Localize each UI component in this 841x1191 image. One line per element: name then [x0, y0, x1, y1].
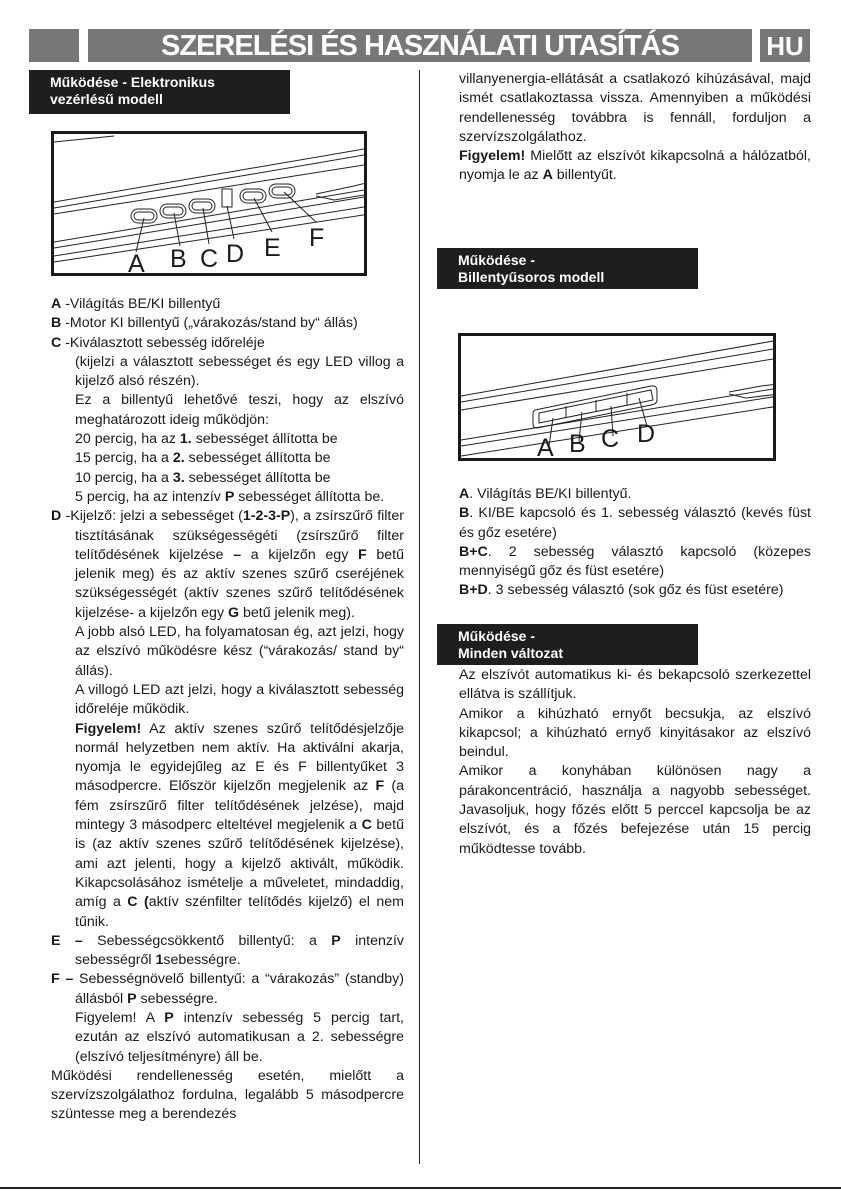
kb-key-bd: B+D: [459, 582, 488, 599]
diagram2-label-d: D: [637, 420, 656, 448]
timer-line-4: [51, 488, 404, 507]
electronic-control-diagram: [51, 131, 367, 276]
kb-item-bd: [459, 581, 811, 600]
rw3: A: [542, 167, 553, 184]
e5: sebességre.: [163, 952, 241, 969]
f2: P: [127, 990, 137, 1007]
item-b: [51, 314, 404, 333]
page-title: SZERELÉSI ÉS HASZNÁLATI UTASÍTÁS: [88, 29, 752, 62]
t2c: sebességet állította be: [184, 450, 331, 467]
language-badge: HU: [760, 29, 810, 62]
t3c: sebességet állította be: [184, 469, 331, 486]
d7: betű jelenik meg) és az aktív szenes szűrő cseréjének szükségességét (aktív szenes szűrő telítődésének kijelzése- a kijelzőn egy: [75, 546, 404, 621]
rw2: Mielőtt az elszívót kikapcsolná a hálózatból, nyomja le az: [459, 148, 811, 184]
section-title-electronic: [29, 70, 290, 114]
fp1b: P: [164, 1009, 174, 1026]
column-divider: [419, 70, 420, 1164]
t2a: 15 percig, ha a: [75, 450, 173, 467]
section3-title-line1: Működése -: [458, 628, 536, 644]
d4: –: [233, 546, 242, 563]
item-a-text: -Világítás BE/KI billentyű: [61, 296, 221, 312]
kb-a-text: . Világítás BE/KI billentyű.: [469, 486, 632, 502]
item-f: [51, 970, 404, 1009]
t2b: 2.: [172, 450, 185, 467]
timer-line-3: [51, 469, 404, 488]
timer-line-1: [51, 430, 404, 449]
d3: ), a zsírszűrő filter tisztításának szükségességéti (zsírszűrő filter telítődésének kijelzése: [75, 508, 404, 563]
fp1a: Figyelem! A: [75, 1009, 165, 1026]
w3: F: [375, 778, 385, 795]
rw4: billentyűt.: [552, 167, 617, 184]
diagram2-label-b: B: [569, 430, 586, 458]
d5: a kijelzőn egy: [241, 546, 358, 563]
kb-bc-text: . 2 sebesség választó kapcsoló (közepes mennyiségű gőz és füst esetére): [459, 543, 811, 580]
keyboard-panel-drawing: [461, 336, 776, 461]
f1: Sebességnövelő billentyű: a “várakozás” (standby) állásból: [73, 971, 404, 1007]
e2: P: [331, 932, 341, 949]
timer-line-2: [51, 449, 404, 468]
d8: G: [227, 604, 240, 621]
auto-switch-text: Az elszívót automatikus ki- és bekapcsoló szerkezettel ellátva is szállítjuk.: [459, 667, 811, 703]
w6: betű is (az aktív szenes szűrő telítődésének kijelzése), ami azt jelenti, hogy a kijelző aktivált, működik. Kikapcsolásához ismételje a műveletet, mindaddig, amíg a: [75, 817, 404, 911]
w7: C (: [127, 894, 149, 911]
keyboard-model-description: [459, 485, 811, 601]
w2: Az aktív szenes szűrő telítődésjelzője normál helyzetben nem aktív. Ha aktiválni akarja, nyomja le egyidejűleg az E és F billentyűket 3 másodpercre. Először kijelzőn megjelenik az: [75, 720, 404, 795]
kb-key-bc: B+C: [459, 543, 488, 560]
kb-item-b: [459, 504, 811, 543]
d6: F: [358, 546, 367, 563]
e4: 1: [155, 952, 164, 969]
diagram1-label-f: F: [309, 224, 325, 252]
section-title-keyboard: [437, 248, 698, 289]
t1c: sebességet állította be: [191, 431, 338, 448]
continuation-text: villanyenergia-ellátását a csatlakozó kihúzásával, majd ismét csatlakoztassa vissza. Amennyiben a működési rendellenesség továbbra is fennáll, forduljon a szervízszolgálathoz.: [459, 71, 811, 145]
w1: Figyelem!: [75, 720, 142, 737]
disconnect-warning: [459, 147, 811, 186]
section2-title-line1: Működése -: [458, 252, 536, 268]
w5: C: [361, 817, 372, 834]
item-c: [51, 334, 404, 353]
t1a: 20 percig, ha az: [75, 431, 180, 448]
kb-key-a: A: [459, 486, 470, 502]
diagram1-label-a: A: [128, 250, 145, 278]
key-a: A: [51, 296, 62, 312]
bottom-rule: [0, 1187, 841, 1189]
kb-bd-text: . 3 sebesség választó (sok gőz és füst esetére): [487, 582, 784, 599]
item-c-text: -Kiválasztott sebesség időreléje: [61, 334, 265, 351]
kb-item-bc: [459, 543, 811, 582]
f3: sebességre.: [136, 990, 218, 1007]
section-title-all-variants: [437, 624, 698, 665]
key-f: F –: [51, 971, 74, 988]
w8: aktív szénfilter telítődés kijelző) el nem tűnik.: [75, 894, 404, 930]
t4b: P: [224, 488, 235, 505]
key-e: E –: [51, 932, 83, 949]
t4a: 5 percig, ha az intenzív: [75, 488, 225, 505]
item-a: [51, 295, 404, 314]
diagram1-label-c: C: [200, 245, 219, 273]
diagram1-label-e: E: [264, 234, 281, 262]
header-square: [29, 29, 79, 62]
item-e: [51, 932, 404, 971]
item-c-para1: (kijelzi a választott sebességet és egy LED villog a kijelző alsó részén).: [75, 353, 404, 390]
item-c-para2: Ez a billentyű lehetővé teszi, hogy az elszívó meghatározott ideig működjön:: [75, 392, 404, 428]
item-b-text: -Motor KI billentyű („várakozás/stand by“ állás): [61, 315, 358, 332]
right-continuation: [459, 70, 811, 186]
section2-title-line2: Billentyűsoros modell: [458, 269, 605, 285]
all-variants-description: [459, 666, 811, 859]
malfunction-text: Működési rendellenesség esetén, mielőtt a szervízszolgálathoz fordulna, legalább 5 másodpercre szüntesse meg a berendezés: [51, 1067, 404, 1123]
diagram1-label-b: B: [170, 245, 187, 273]
key-d: D: [51, 508, 62, 525]
d9: betű jelenik meg).: [239, 604, 355, 621]
item-d-warning: [51, 720, 404, 932]
key-b: B: [51, 315, 62, 332]
rw1: Figyelem!: [459, 148, 526, 165]
kb-key-b: B: [459, 505, 470, 522]
d2: 1-2-3-P: [242, 508, 291, 525]
fp1c: intenzív sebesség 5 percig tart, ezután az elszívó automatikusan a 2. sebességre (elszívó teljesítményre) áll be.: [75, 1009, 404, 1065]
item-f-warning: [51, 1009, 404, 1067]
screen-text: Amikor a kihúzható ernyőt becsukja, az elszívó kikapcsol; a kihúzható ernyő kinyitásakor az elszívó beindul.: [459, 705, 811, 761]
e1: Sebességcsökkentő billentyű: a: [82, 932, 332, 949]
kb-b-text: . KI/BE kapcsoló és 1. sebesség választó (kevés füst és gőz esetére): [459, 505, 811, 541]
speed-advice-text: Amikor a konyhában különösen nagy a párakoncentráció, használja a nagyobb sebességet. Javasoljuk, hogy főzés előtt 5 perccel kapcsolja be az elszívót, és a főzés befejezése után 15 percig működtesse tovább.: [459, 763, 811, 857]
t4c: sebességet állította be.: [234, 488, 385, 505]
t3a: 10 percig, ha a: [75, 469, 173, 486]
diagram2-label-c: C: [601, 425, 620, 453]
section-title-line2: vezérlésű modell: [50, 91, 163, 107]
t1b: 1.: [179, 431, 192, 448]
d1: -Kijelző: jelzi a sebességet (: [61, 508, 243, 525]
section3-title-line2: Minden változat: [458, 645, 564, 661]
t3b: 3.: [172, 469, 185, 486]
item-d-para2: A villogó LED azt jelzi, hogy a kiválasztott sebesség időreléje működik.: [75, 681, 404, 718]
diagram2-label-a: A: [537, 434, 554, 462]
key-c: C: [51, 334, 62, 351]
keyboard-control-diagram: [458, 333, 776, 461]
diagram1-label-d: D: [226, 240, 245, 268]
e3: intenzív sebességről: [75, 932, 404, 969]
w4: (a fém zsírszűrő filter telítődésének jelzése), majd mintegy 3 másodperc elteltével megjelenik a: [75, 778, 404, 834]
section-title-line1: Működése - Elektronikus: [50, 74, 215, 90]
electronic-model-description: [51, 295, 404, 1125]
control-panel-drawing: [54, 134, 367, 276]
item-d: [51, 507, 404, 623]
kb-item-a: [459, 485, 811, 504]
item-d-para1: A jobb alsó LED, ha folyamatosan ég, azt jelzi, hogy az elszívó működésre kész (“várakozás/ stand by“ állás).: [75, 624, 404, 679]
